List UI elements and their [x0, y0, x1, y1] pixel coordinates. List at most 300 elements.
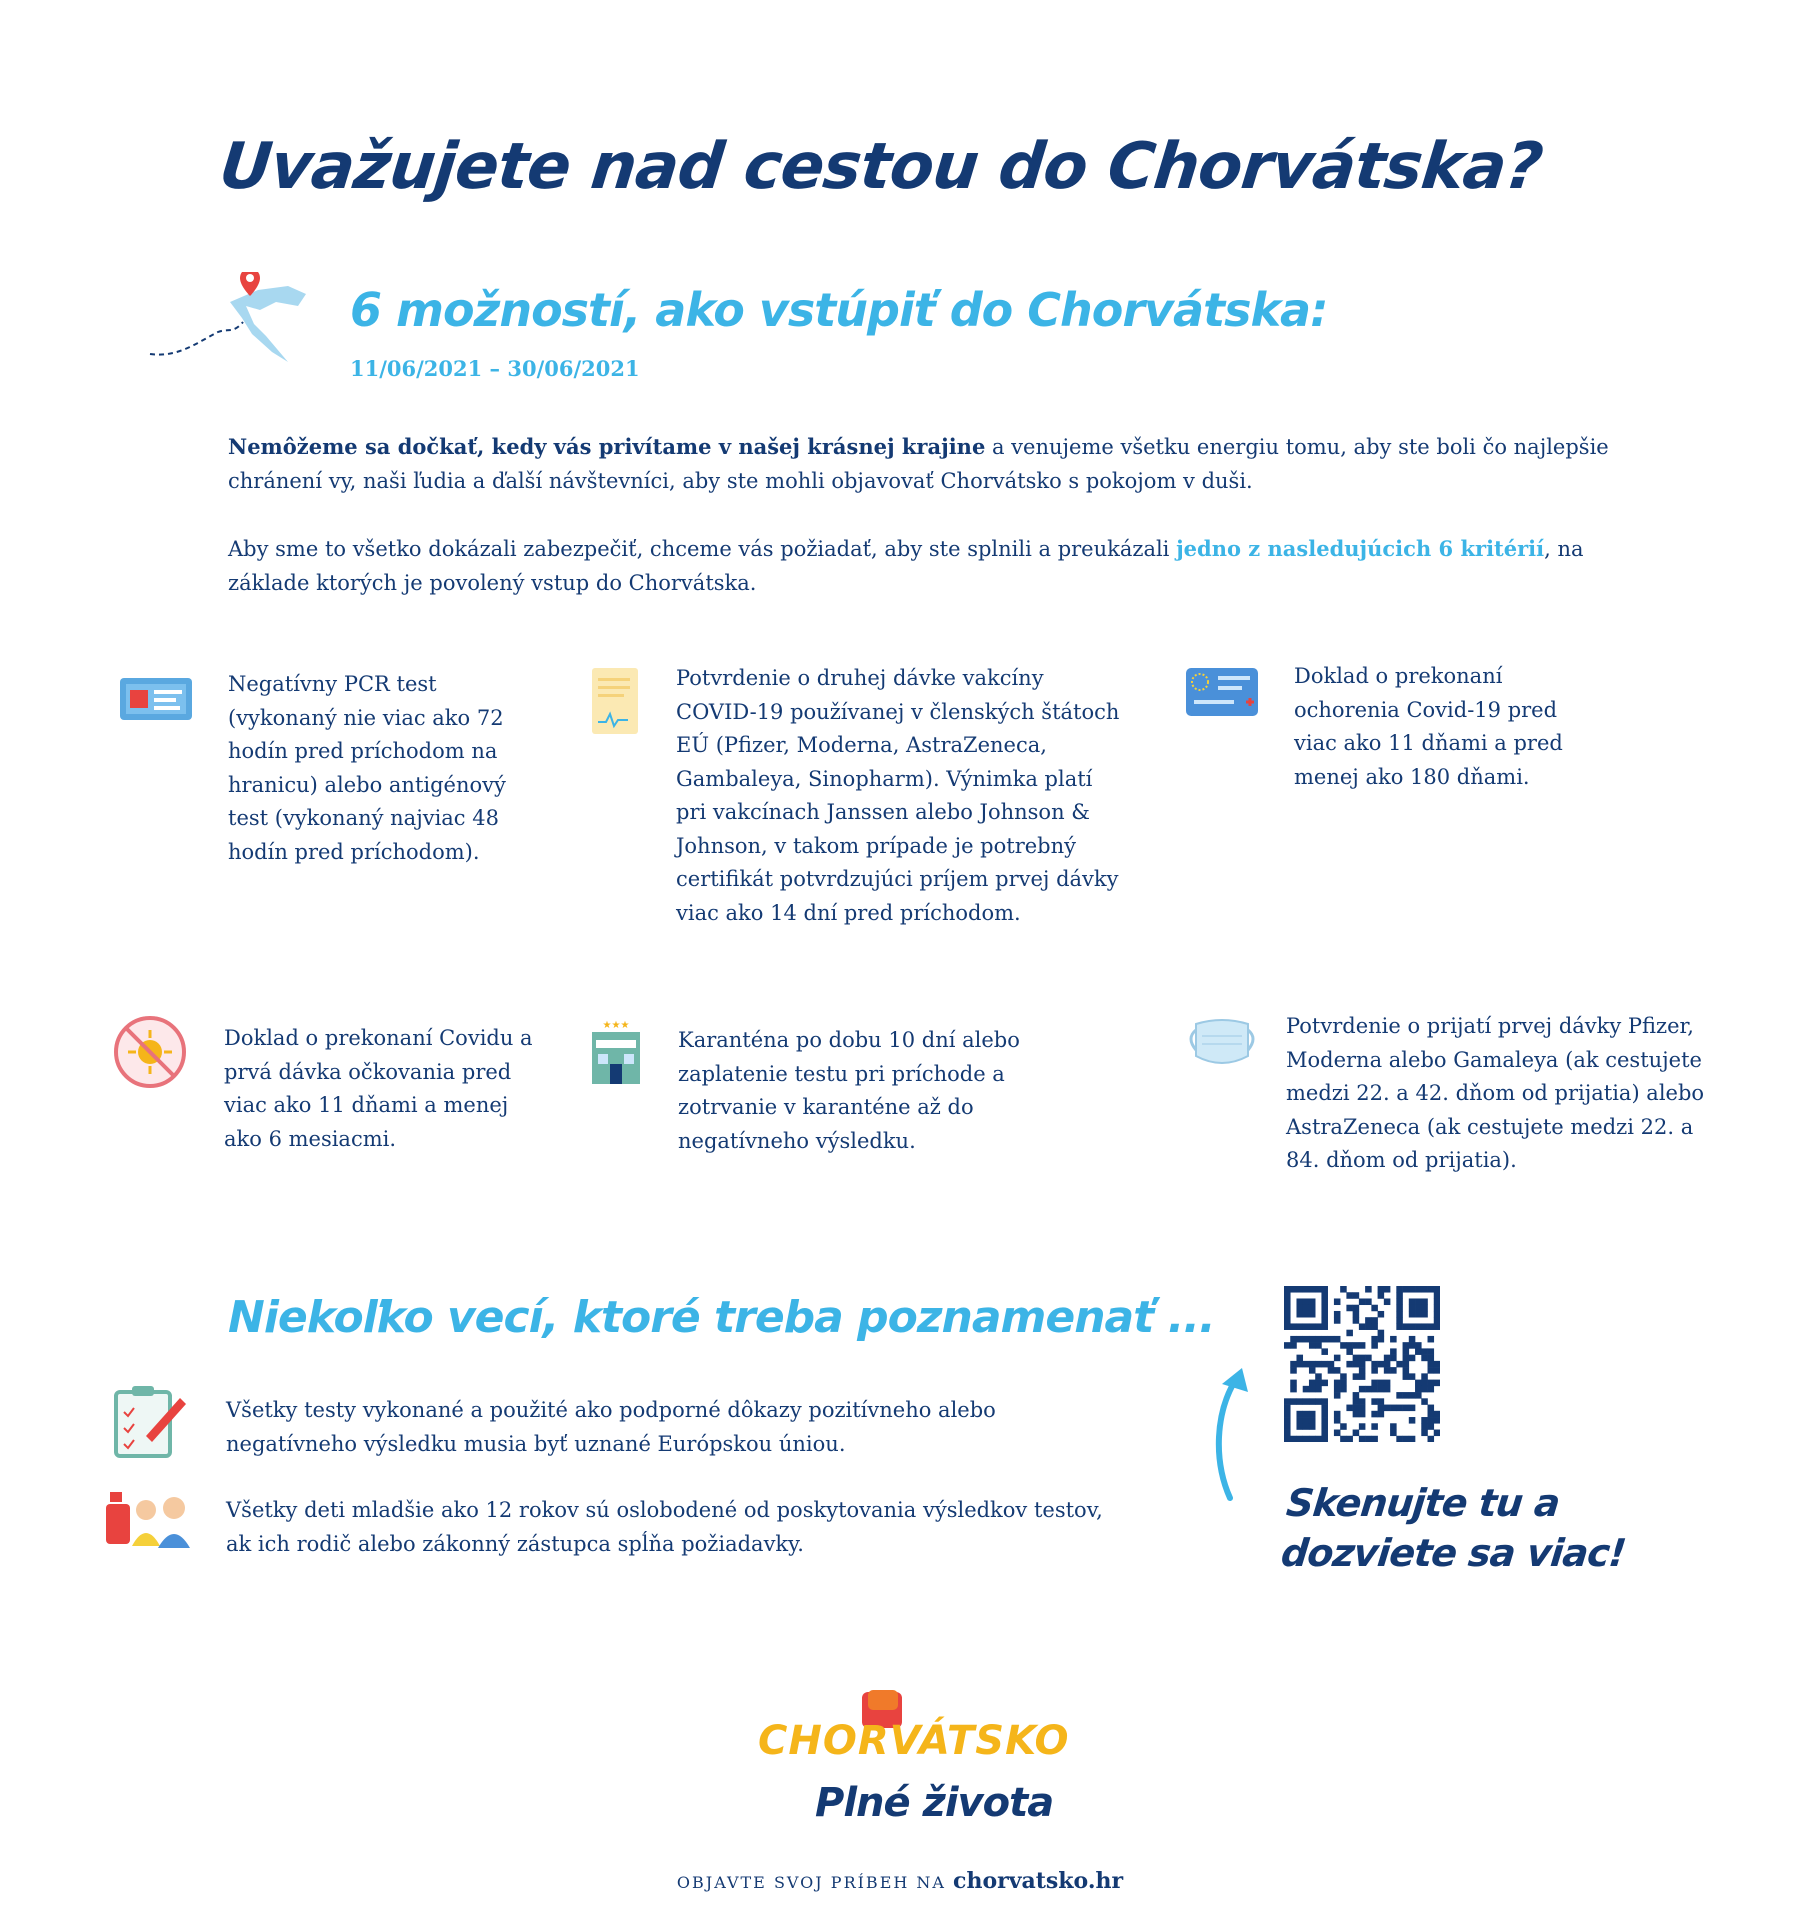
qr-module: [1384, 1386, 1391, 1393]
qr-module: [1359, 1373, 1366, 1380]
qr-module: [1384, 1355, 1391, 1362]
notes-heading: Niekoľko vecí, ktoré treba poznamenať ...: [228, 1292, 1215, 1343]
qr-module: [1290, 1342, 1297, 1349]
qr-module: [1378, 1411, 1385, 1418]
qr-module: [1378, 1380, 1385, 1387]
qr-module: [1415, 1298, 1422, 1305]
qr-module: [1378, 1330, 1385, 1337]
qr-module: [1359, 1411, 1366, 1418]
qr-module: [1334, 1298, 1341, 1305]
hotel-icon: [586, 1014, 646, 1086]
qr-module: [1321, 1380, 1328, 1387]
qr-module: [1421, 1323, 1428, 1330]
qr-module: [1309, 1361, 1316, 1368]
qr-module: [1315, 1323, 1322, 1330]
qr-module: [1353, 1405, 1360, 1412]
qr-module: [1359, 1423, 1366, 1430]
qr-module: [1296, 1417, 1303, 1424]
qr-module: [1365, 1436, 1372, 1442]
qr-module: [1371, 1423, 1378, 1430]
qr-module: [1384, 1298, 1391, 1305]
qr-module: [1396, 1286, 1403, 1293]
test-calendar-icon: [118, 672, 196, 724]
qr-module: [1415, 1348, 1422, 1355]
qr-module: [1409, 1323, 1416, 1330]
qr-module: [1309, 1305, 1316, 1312]
qr-module: [1378, 1398, 1385, 1405]
qr-code[interactable]: [1284, 1286, 1440, 1442]
eu-card-icon: [1184, 666, 1260, 718]
qr-module: [1378, 1405, 1385, 1412]
footer: [0, 1868, 1800, 1894]
qr-module: [1321, 1305, 1328, 1312]
qr-module: [1284, 1417, 1291, 1424]
qr-module: [1421, 1417, 1428, 1424]
qr-module: [1415, 1386, 1422, 1393]
qr-module: [1403, 1286, 1410, 1293]
criteria-highlight: jedno z nasledujúcich 6 kritérií: [1176, 536, 1545, 561]
qr-module: [1421, 1298, 1428, 1305]
qr-module: [1403, 1405, 1410, 1412]
qr-module: [1284, 1411, 1291, 1418]
qr-module: [1396, 1317, 1403, 1324]
qr-module: [1396, 1298, 1403, 1305]
qr-module: [1321, 1323, 1328, 1330]
criterion-6-text: Potvrdenie o prijatí prvej dávky Pfizer, Moderna alebo Gamaleya (ak cestujete medzi 22. a 42. dňom od prijatia) alebo AstraZeneca (ak cestujete medzi 22. a 84. dňom od prijatia).: [1286, 1014, 1705, 1172]
intro-text-start: Aby sme to všetko dokázali zabezpečiť, chceme vás požiadať, aby ste splnili a preukázali: [228, 537, 1177, 561]
date-range: 11/06/2021 – 30/06/2021: [350, 356, 640, 381]
intro-text-end: , na základe ktorých je povolený vstup do Chorvátska.: [228, 537, 1584, 595]
qr-module: [1409, 1336, 1416, 1343]
qr-module: [1334, 1386, 1341, 1393]
qr-module: [1403, 1355, 1410, 1362]
qr-module: [1353, 1373, 1360, 1380]
qr-module: [1428, 1367, 1435, 1374]
qr-module: [1390, 1405, 1397, 1412]
qr-module: [1371, 1386, 1378, 1393]
qr-module: [1346, 1361, 1353, 1368]
note-2-text: Všetky deti mladšie ako 12 rokov sú oslobodené od poskytovania výsledkov testov, ak ich rodič alebo zákonný zástupca spĺňa požiadavky.: [226, 1498, 1103, 1556]
qr-module: [1321, 1361, 1328, 1368]
qr-module: [1378, 1386, 1385, 1393]
qr-module: [1390, 1423, 1397, 1430]
qr-module: [1334, 1417, 1341, 1424]
qr-module: [1421, 1386, 1428, 1393]
qr-module: [1290, 1286, 1297, 1293]
qr-module: [1284, 1305, 1291, 1312]
qr-module: [1421, 1355, 1428, 1362]
qr-module: [1434, 1361, 1440, 1368]
qr-module: [1378, 1292, 1385, 1299]
qr-module: [1434, 1292, 1440, 1299]
qr-module: [1409, 1342, 1416, 1349]
qr-module: [1371, 1411, 1378, 1418]
qr-module: [1428, 1355, 1435, 1362]
qr-module: [1409, 1417, 1416, 1424]
svg-text:★★★: ★★★: [602, 1020, 630, 1031]
qr-module: [1353, 1305, 1360, 1312]
criterion-1-text: Negatívny PCR test (vykonaný nie viac ako 72 hodín pred príchodom na hranicu) alebo antigénový test (vykonaný najviac 48 hodín pred príchodom).: [228, 672, 506, 864]
note-1-text: Všetky testy vykonané a použité ako podporné dôkazy pozitívneho alebo negatívneho výsledku musia byť uznané Európskou úniou.: [226, 1398, 996, 1456]
footer-url[interactable]: chorvatsko.hr: [953, 1868, 1124, 1894]
qr-module: [1434, 1286, 1440, 1293]
qr-module: [1428, 1411, 1435, 1418]
qr-module: [1353, 1292, 1360, 1299]
qr-module: [1328, 1336, 1335, 1343]
qr-module: [1428, 1323, 1435, 1330]
qr-module: [1415, 1286, 1422, 1293]
qr-module: [1290, 1323, 1297, 1330]
qr-module: [1428, 1286, 1435, 1293]
qr-module: [1334, 1355, 1341, 1362]
qr-module: [1296, 1286, 1303, 1293]
qr-module: [1396, 1305, 1403, 1312]
qr-module: [1396, 1392, 1403, 1399]
qr-module: [1303, 1423, 1310, 1430]
qr-module: [1409, 1286, 1416, 1293]
qr-module: [1409, 1355, 1416, 1362]
qr-module: [1315, 1342, 1322, 1349]
qr-module: [1365, 1386, 1372, 1393]
intro-paragraph-2: [228, 532, 1628, 600]
qr-module: [1315, 1336, 1322, 1343]
qr-module: [1428, 1386, 1435, 1393]
qr-module: [1359, 1342, 1366, 1349]
qr-module: [1309, 1417, 1316, 1424]
qr-module: [1309, 1436, 1316, 1442]
qr-module: [1309, 1336, 1316, 1343]
qr-module: [1415, 1380, 1422, 1387]
criterion-4-text: Doklad o prekonaní Covidu a prvá dávka očkovania pred viac ako 11 dňami a menej ako 6 mesiacmi.: [224, 1026, 533, 1151]
qr-module: [1434, 1417, 1440, 1424]
qr-module: [1365, 1286, 1372, 1293]
family-icon: [102, 1486, 194, 1550]
qr-module: [1321, 1311, 1328, 1318]
qr-module: [1321, 1405, 1328, 1412]
qr-module: [1415, 1305, 1422, 1312]
qr-module: [1346, 1436, 1353, 1442]
qr-module: [1428, 1380, 1435, 1387]
qr-module: [1409, 1392, 1416, 1399]
qr-module: [1321, 1423, 1328, 1430]
qr-module: [1309, 1298, 1316, 1305]
qr-module: [1296, 1355, 1303, 1362]
qr-module: [1340, 1286, 1347, 1293]
qr-module: [1434, 1411, 1440, 1418]
arrow-up-icon: [1204, 1362, 1264, 1502]
qr-module: [1284, 1423, 1291, 1430]
qr-module: [1309, 1311, 1316, 1318]
qr-module: [1415, 1342, 1422, 1349]
qr-module: [1340, 1373, 1347, 1380]
qr-module: [1303, 1336, 1310, 1343]
qr-module: [1290, 1436, 1297, 1442]
qr-module: [1434, 1305, 1440, 1312]
qr-module: [1303, 1361, 1310, 1368]
qr-caption-line-1: Skenujte tu a: [1284, 1481, 1562, 1525]
qr-module: [1309, 1286, 1316, 1293]
qr-module: [1284, 1323, 1291, 1330]
intro-paragraph-1: [228, 430, 1628, 498]
qr-module: [1290, 1367, 1297, 1374]
qr-module: [1396, 1323, 1403, 1330]
qr-module: [1371, 1342, 1378, 1349]
qr-module: [1315, 1286, 1322, 1293]
no-virus-icon: [112, 1014, 188, 1090]
qr-module: [1421, 1311, 1428, 1318]
qr-module: [1328, 1367, 1335, 1374]
qr-module: [1303, 1298, 1310, 1305]
qr-module: [1396, 1436, 1403, 1442]
qr-module: [1315, 1436, 1322, 1442]
face-mask-icon: [1182, 1014, 1262, 1070]
intro-text: a venujeme všetku energiu tomu, aby ste boli čo najlepšie chránení vy, naši ľudia a ďalší návštevníci, aby ste mohli objavovať Chorvátsko s pokojom v duši.: [228, 435, 1609, 493]
qr-module: [1296, 1436, 1303, 1442]
qr-module: [1309, 1386, 1316, 1393]
qr-module: [1434, 1311, 1440, 1318]
qr-module: [1359, 1298, 1366, 1305]
qr-module: [1384, 1367, 1391, 1374]
qr-module: [1296, 1398, 1303, 1405]
qr-module: [1346, 1348, 1353, 1355]
qr-module: [1284, 1398, 1291, 1405]
page-title: Uvažujete nad cestou do Chorvátska?: [216, 130, 1546, 204]
qr-module: [1353, 1411, 1360, 1418]
qr-module: [1328, 1361, 1335, 1368]
qr-module: [1309, 1323, 1316, 1330]
qr-module: [1284, 1298, 1291, 1305]
qr-module: [1290, 1361, 1297, 1368]
qr-module: [1359, 1436, 1366, 1442]
qr-module: [1403, 1342, 1410, 1349]
qr-module: [1365, 1298, 1372, 1305]
qr-module: [1290, 1336, 1297, 1343]
croatia-map-icon: [148, 272, 308, 372]
qr-module: [1340, 1386, 1347, 1393]
qr-module: [1321, 1411, 1328, 1418]
qr-module: [1403, 1323, 1410, 1330]
qr-module: [1321, 1336, 1328, 1343]
intro-bold: Nemôžeme sa dočkať, kedy vás privítame v našej krásnej krajine: [228, 434, 986, 459]
qr-module: [1315, 1380, 1322, 1387]
qr-module: [1340, 1423, 1347, 1430]
qr-module: [1359, 1361, 1366, 1368]
subtitle: 6 možností, ako vstúpiť do Chorvátska:: [350, 283, 1328, 337]
qr-module: [1296, 1305, 1303, 1312]
qr-module: [1296, 1336, 1303, 1343]
qr-module: [1359, 1405, 1366, 1412]
criterion-2-text: Potvrdenie o druhej dávke vakcíny COVID-19 používanej v členských štátoch EÚ (Pfizer, Moderna, AstraZeneca, Gambaleya, Sinopharm). Výnimka platí pri vakcínach Janssen alebo Johnson & Johnson, v takom prípade je potrebný certifikát potvrdzujúci príjem prvej dávky viac ako 14 dní pred príchodom.: [676, 666, 1120, 925]
qr-module: [1353, 1361, 1360, 1368]
qr-module: [1284, 1342, 1291, 1349]
qr-module: [1371, 1398, 1378, 1405]
qr-module: [1390, 1430, 1397, 1437]
qr-module: [1390, 1348, 1397, 1355]
qr-module: [1284, 1317, 1291, 1324]
qr-module: [1334, 1380, 1341, 1387]
criterion-5-text: Karanténa po dobu 10 dní alebo zaplatenie testu pri príchode a zotrvanie v karanténe až do negatívneho výsledku.: [678, 1028, 1020, 1153]
qr-module: [1434, 1323, 1440, 1330]
qr-module: [1284, 1405, 1291, 1412]
checklist-icon: [110, 1384, 190, 1460]
qr-module: [1359, 1398, 1366, 1405]
qr-module: [1303, 1411, 1310, 1418]
qr-module: [1428, 1336, 1435, 1343]
qr-module: [1359, 1355, 1366, 1362]
qr-module: [1303, 1311, 1310, 1318]
qr-module: [1315, 1373, 1322, 1380]
qr-module: [1434, 1367, 1440, 1374]
qr-module: [1365, 1317, 1372, 1324]
qr-module: [1390, 1336, 1397, 1343]
vaccine-certificate-icon: [588, 664, 644, 738]
qr-module: [1334, 1336, 1341, 1343]
qr-module: [1359, 1367, 1366, 1374]
qr-module: [1296, 1323, 1303, 1330]
qr-module: [1334, 1430, 1341, 1437]
qr-module: [1415, 1323, 1422, 1330]
qr-module: [1290, 1380, 1297, 1387]
qr-module: [1296, 1411, 1303, 1418]
qr-module: [1346, 1405, 1353, 1412]
qr-module: [1390, 1367, 1397, 1374]
qr-module: [1371, 1367, 1378, 1374]
qr-module: [1359, 1323, 1366, 1330]
qr-module: [1353, 1398, 1360, 1405]
qr-module: [1428, 1436, 1435, 1442]
qr-module: [1428, 1423, 1435, 1430]
qr-module: [1321, 1286, 1328, 1293]
qr-module: [1309, 1398, 1316, 1405]
qr-module: [1346, 1305, 1353, 1312]
qr-module: [1321, 1298, 1328, 1305]
qr-module: [1371, 1317, 1378, 1324]
qr-module: [1371, 1336, 1378, 1343]
qr-module: [1365, 1323, 1372, 1330]
qr-module: [1403, 1373, 1410, 1380]
qr-module: [1303, 1386, 1310, 1393]
qr-module: [1384, 1361, 1391, 1368]
qr-module: [1421, 1423, 1428, 1430]
qr-module: [1415, 1392, 1422, 1399]
qr-module: [1378, 1311, 1385, 1318]
qr-module: [1346, 1330, 1353, 1337]
qr-module: [1371, 1361, 1378, 1368]
qr-module: [1396, 1361, 1403, 1368]
qr-module: [1428, 1361, 1435, 1368]
qr-module: [1384, 1286, 1391, 1293]
qr-module: [1378, 1361, 1385, 1368]
qr-module: [1334, 1317, 1341, 1324]
qr-module: [1353, 1342, 1360, 1349]
qr-module: [1309, 1423, 1316, 1430]
qr-module: [1403, 1361, 1410, 1368]
qr-module: [1371, 1323, 1378, 1330]
qr-module: [1290, 1398, 1297, 1405]
qr-module: [1353, 1430, 1360, 1437]
qr-module: [1315, 1398, 1322, 1405]
qr-module: [1428, 1417, 1435, 1424]
qr-module: [1421, 1430, 1428, 1437]
brand-tagline: Plné života: [815, 1780, 1054, 1826]
qr-module: [1409, 1298, 1416, 1305]
qr-module: [1403, 1367, 1410, 1374]
qr-module: [1315, 1386, 1322, 1393]
qr-module: [1353, 1392, 1360, 1399]
qr-module: [1434, 1298, 1440, 1305]
qr-module: [1353, 1311, 1360, 1318]
qr-module: [1396, 1292, 1403, 1299]
qr-module: [1409, 1436, 1416, 1442]
qr-module: [1428, 1348, 1435, 1355]
qr-module: [1309, 1342, 1316, 1349]
qr-module: [1321, 1317, 1328, 1324]
qr-module: [1334, 1311, 1341, 1318]
qr-module: [1303, 1436, 1310, 1442]
qr-module: [1321, 1417, 1328, 1424]
qr-module: [1421, 1286, 1428, 1293]
qr-module: [1409, 1373, 1416, 1380]
qr-module: [1284, 1286, 1291, 1293]
qr-module: [1303, 1398, 1310, 1405]
qr-module: [1371, 1436, 1378, 1442]
qr-module: [1346, 1292, 1353, 1299]
qr-module: [1315, 1361, 1322, 1368]
qr-module: [1384, 1405, 1391, 1412]
qr-module: [1421, 1305, 1428, 1312]
qr-module: [1371, 1305, 1378, 1312]
qr-module: [1321, 1292, 1328, 1299]
footer-prefix: OBJAVTE SVOJ PRÍBEH NA: [676, 1873, 954, 1892]
qr-module: [1296, 1311, 1303, 1318]
qr-module: [1409, 1305, 1416, 1312]
qr-module: [1296, 1423, 1303, 1430]
qr-module: [1303, 1323, 1310, 1330]
qr-module: [1396, 1405, 1403, 1412]
qr-module: [1434, 1380, 1440, 1387]
qr-module: [1334, 1411, 1341, 1418]
qr-module: [1403, 1436, 1410, 1442]
qr-module: [1290, 1386, 1297, 1393]
qr-module: [1321, 1348, 1328, 1355]
qr-module: [1415, 1311, 1422, 1318]
qr-module: [1428, 1405, 1435, 1412]
brand-logo-text: CHORVÁTSKO: [758, 1718, 1070, 1764]
qr-module: [1365, 1355, 1372, 1362]
qr-module: [1321, 1436, 1328, 1442]
criterion-3-text: Doklad o prekonaní ochorenia Covid-19 pred viac ako 11 dňami a pred menej ako 180 dňami.: [1294, 664, 1563, 789]
qr-module: [1384, 1380, 1391, 1387]
qr-module: [1321, 1398, 1328, 1405]
qr-module: [1284, 1430, 1291, 1437]
qr-module: [1346, 1342, 1353, 1349]
qr-module: [1303, 1286, 1310, 1293]
qr-module: [1309, 1367, 1316, 1374]
qr-module: [1296, 1298, 1303, 1305]
qr-module: [1409, 1405, 1416, 1412]
qr-module: [1296, 1361, 1303, 1368]
qr-module: [1353, 1355, 1360, 1362]
qr-module: [1378, 1286, 1385, 1293]
qr-module: [1421, 1380, 1428, 1387]
qr-module: [1321, 1430, 1328, 1437]
qr-module: [1303, 1305, 1310, 1312]
qr-module: [1434, 1430, 1440, 1437]
qr-module: [1371, 1380, 1378, 1387]
qr-caption: [1279, 1478, 1633, 1578]
qr-module: [1284, 1292, 1291, 1299]
qr-module: [1284, 1436, 1291, 1442]
